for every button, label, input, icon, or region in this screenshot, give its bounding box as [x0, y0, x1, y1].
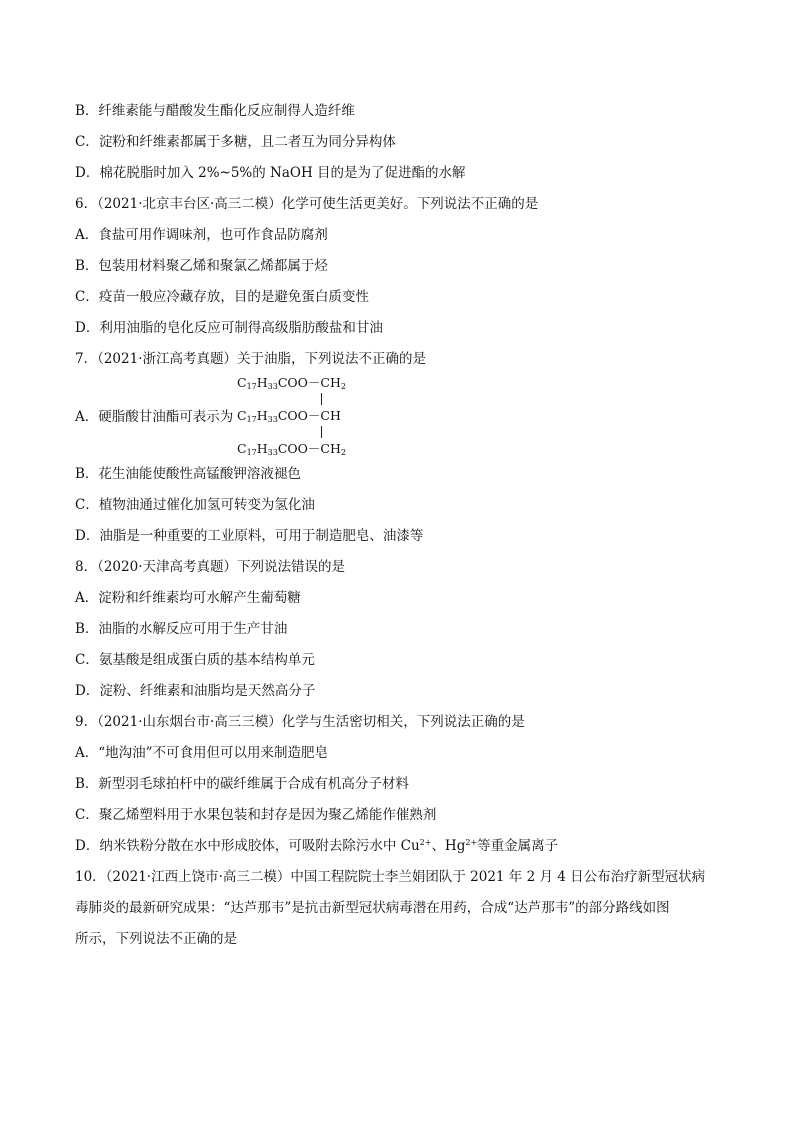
bond-line	[321, 393, 322, 405]
q5-option-b: B．纤维素能与醋酸发生酯化反应制得人造纤维	[75, 103, 355, 119]
q9-option-a: A．“地沟油”不可食用但可以用来制造肥皂	[75, 745, 329, 761]
q8-stem: 8．（2020·天津高考真题）下列说法错误的是	[75, 559, 345, 575]
q7-option-d: D．油脂是一种重要的工业原料，可用于制造肥皂、油漆等	[75, 528, 424, 544]
q8-option-c: C．氨基酸是组成蛋白质的基本结构单元	[75, 652, 315, 668]
q9-stem: 9．（2021·山东烟台市·高三三模）化学与生活密切相关，下列说法正确的是	[75, 714, 525, 730]
q9-option-d: D．纳米铁粉分散在水中形成胶体，可吸附去除污水中 $Cu^{2+}$、$Hg^{2+}$等重金属离子	[75, 838, 559, 854]
glyceryl-stearate-structure	[237, 373, 357, 457]
q8-option-d: D．淀粉、纤维素和油脂均是天然高分子	[75, 683, 316, 699]
q7-option-a-prefix: A．硬脂酸甘油酯可表示为	[75, 409, 234, 425]
q6-option-b: B．包装用材料聚乙烯和聚氯乙烯都属于烃	[75, 258, 328, 274]
q7-stem: 7．（2021·浙江高考真题）关于油脂，下列说法不正确的是	[75, 351, 426, 367]
q7-option-b: B．花生油能使酸性高锰酸钾溶液褪色	[75, 466, 301, 482]
q7-option-c: C．植物油通过催化加氢可转变为氢化油	[75, 497, 315, 513]
bond-line	[321, 426, 322, 438]
q10-stem-line-2: 毒肺炎的最新研究成果：“达芦那韦”是抗击新型冠状病毒潜在用药，合成“达芦那韦”的部分路线如图	[75, 900, 670, 916]
structure-row-2: $C_{17}H_{33}COO-CH$	[237, 408, 341, 424]
structure-row-3: $C_{17}H_{33}COO-CH_2$	[237, 441, 346, 457]
q6-stem: 6．（2021·北京丰台区·高三二模）化学可使生活更美好。下列说法不正确的是	[75, 196, 539, 212]
structure-row-1: $C_{17}H_{33}COO-CH_2$	[237, 375, 346, 391]
q6-option-d: D．利用油脂的皂化反应可制得高级脂肪酸盐和甘油	[75, 320, 383, 336]
q6-option-a: A．食盐可用作调味剂，也可作食品防腐剂	[75, 227, 328, 243]
q10-stem-line-1: 10．（2021·江西上饶市·高三二模）中国工程院院士李兰娟团队于 2021 年 2 月 4 日公布治疗新型冠状病	[75, 869, 706, 885]
q9-option-c: C．聚乙烯塑料用于水果包装和封存是因为聚乙烯能作催熟剂	[75, 807, 437, 823]
q6-option-c: C．疫苗一般应冷藏存放，目的是避免蛋白质变性	[75, 289, 369, 305]
q8-option-a: A．淀粉和纤维素均可水解产生葡萄糖	[75, 590, 301, 606]
q5-option-d: D．棉花脱脂时加入 2%~5%的 NaOH 目的是为了促进酯的水解	[75, 165, 466, 181]
q9-option-b: B．新型羽毛球拍杆中的碳纤维属于合成有机高分子材料	[75, 776, 409, 792]
q8-option-b: B．油脂的水解反应可用于生产甘油	[75, 621, 288, 637]
q10-stem-line-3: 所示，下列说法不正确的是	[75, 931, 237, 947]
q5-option-c: C．淀粉和纤维素都属于多糖，且二者互为同分异构体	[75, 134, 396, 150]
